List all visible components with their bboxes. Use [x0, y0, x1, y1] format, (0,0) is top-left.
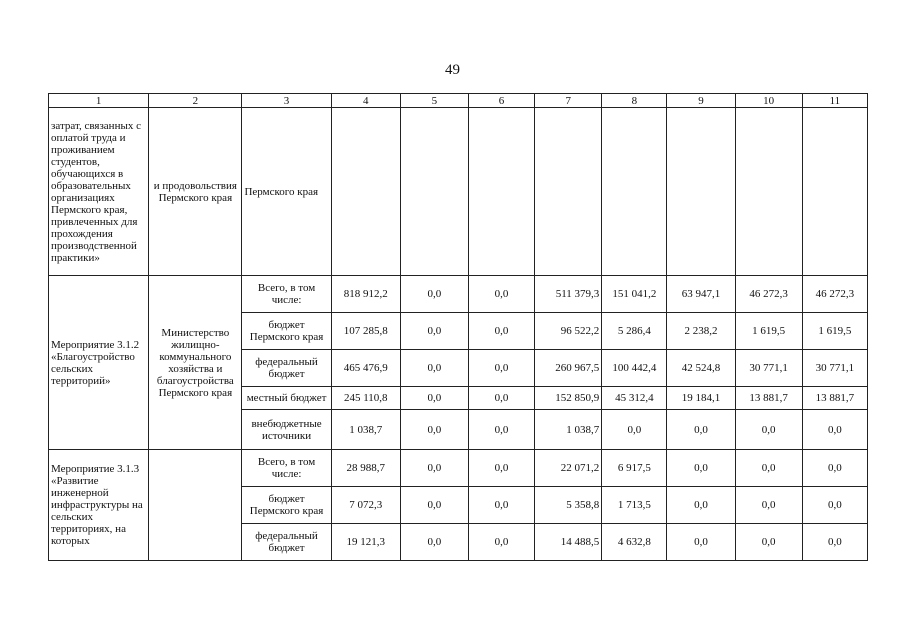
value-cell: 0,0 [802, 487, 867, 524]
funding-source: внебюджетные источники [242, 410, 331, 450]
value-cell: 42 524,8 [667, 350, 735, 387]
column-number: 11 [802, 94, 867, 108]
value-cell: 46 272,3 [735, 276, 802, 313]
value-cell: 0,0 [468, 450, 534, 487]
value-cell: 28 988,7 [331, 450, 400, 487]
continued-row [49, 108, 868, 276]
value-cell: 7 072,3 [331, 487, 400, 524]
value-cell: 14 488,5 [535, 524, 602, 561]
value-cell: 0,0 [602, 410, 667, 450]
value-cell: 0,0 [400, 524, 468, 561]
budget-table [48, 93, 868, 561]
funding-source: федеральный бюджет [242, 524, 331, 561]
value-cell: 0,0 [468, 387, 534, 410]
table-row [49, 276, 868, 313]
value-cell: 0,0 [400, 387, 468, 410]
funding-source: местный бюджет [242, 387, 331, 410]
value-cell: 0,0 [400, 487, 468, 524]
table-row [49, 450, 868, 487]
value-cell: 511 379,3 [535, 276, 602, 313]
value-cell: 151 041,2 [602, 276, 667, 313]
value-cell: 818 912,2 [331, 276, 400, 313]
value-cell: 465 476,9 [331, 350, 400, 387]
column-number: 8 [602, 94, 667, 108]
value-cell: 0,0 [735, 524, 802, 561]
continued-source: Пермского края [242, 108, 331, 276]
value-cell: 0,0 [468, 350, 534, 387]
value-cell: 0,0 [667, 410, 735, 450]
value-cell: 5 358,8 [535, 487, 602, 524]
value-cell: 0,0 [400, 313, 468, 350]
value-cell: 1 038,7 [535, 410, 602, 450]
value-cell: 13 881,7 [802, 387, 867, 410]
value-cell: 0,0 [468, 313, 534, 350]
value-cell: 0,0 [400, 350, 468, 387]
value-cell: 1 619,5 [802, 313, 867, 350]
value-cell: 19 184,1 [667, 387, 735, 410]
value-cell: 1 619,5 [735, 313, 802, 350]
value-cell: 0,0 [468, 524, 534, 561]
continued-executor: и продовольствия Пермского края [149, 108, 242, 276]
funding-source: Всего, в том числе: [242, 276, 331, 313]
value-cell: 22 071,2 [535, 450, 602, 487]
value-cell: 0,0 [802, 524, 867, 561]
activity-title: Мероприятие 3.1.2 «Благоустройство сельских территорий» [49, 276, 149, 450]
column-number: 4 [331, 94, 400, 108]
value-cell: 0,0 [735, 487, 802, 524]
value-cell: 0,0 [735, 410, 802, 450]
value-cell: 0,0 [735, 450, 802, 487]
value-cell: 1 038,7 [331, 410, 400, 450]
value-cell: 30 771,1 [735, 350, 802, 387]
column-number: 5 [400, 94, 468, 108]
value-cell: 0,0 [400, 450, 468, 487]
value-cell: 0,0 [667, 524, 735, 561]
value-cell: 100 442,4 [602, 350, 667, 387]
value-cell: 96 522,2 [535, 313, 602, 350]
value-cell: 45 312,4 [602, 387, 667, 410]
continued-description: затрат, связанных с оплатой труда и проживанием студентов, обучающихся в образовательных организациях Пермского края, привлеченных для прохождения производственной практики» [49, 108, 149, 276]
value-cell: 46 272,3 [802, 276, 867, 313]
value-cell: 2 238,2 [667, 313, 735, 350]
column-number: 3 [242, 94, 331, 108]
value-cell: 0,0 [667, 450, 735, 487]
column-number: 9 [667, 94, 735, 108]
value-cell: 6 917,5 [602, 450, 667, 487]
value-cell: 0,0 [802, 410, 867, 450]
value-cell: 30 771,1 [802, 350, 867, 387]
funding-source: Всего, в том числе: [242, 450, 331, 487]
activity-executor: Министерство жилищно-коммунального хозяйства и благоустройства Пермского края [149, 276, 242, 450]
value-cell: 0,0 [468, 487, 534, 524]
value-cell: 245 110,8 [331, 387, 400, 410]
column-number: 2 [149, 94, 242, 108]
value-cell: 0,0 [468, 276, 534, 313]
value-cell: 0,0 [667, 487, 735, 524]
value-cell: 1 713,5 [602, 487, 667, 524]
value-cell: 107 285,8 [331, 313, 400, 350]
value-cell: 152 850,9 [535, 387, 602, 410]
funding-source: бюджет Пермского края [242, 313, 331, 350]
funding-source: бюджет Пермского края [242, 487, 331, 524]
value-cell: 63 947,1 [667, 276, 735, 313]
column-number: 7 [535, 94, 602, 108]
value-cell: 0,0 [468, 410, 534, 450]
value-cell: 0,0 [400, 276, 468, 313]
value-cell: 13 881,7 [735, 387, 802, 410]
value-cell: 4 632,8 [602, 524, 667, 561]
column-number: 10 [735, 94, 802, 108]
value-cell: 5 286,4 [602, 313, 667, 350]
value-cell: 260 967,5 [535, 350, 602, 387]
column-number-row [49, 94, 868, 108]
value-cell: 19 121,3 [331, 524, 400, 561]
page-number: 49 [445, 62, 460, 78]
column-number: 6 [468, 94, 534, 108]
funding-source: федеральный бюджет [242, 350, 331, 387]
column-number: 1 [49, 94, 149, 108]
activity-title: Мероприятие 3.1.3 «Развитие инженерной инфраструктуры на сельских территориях, на которых [49, 450, 149, 561]
activity-executor [149, 450, 242, 561]
value-cell: 0,0 [400, 410, 468, 450]
value-cell: 0,0 [802, 450, 867, 487]
